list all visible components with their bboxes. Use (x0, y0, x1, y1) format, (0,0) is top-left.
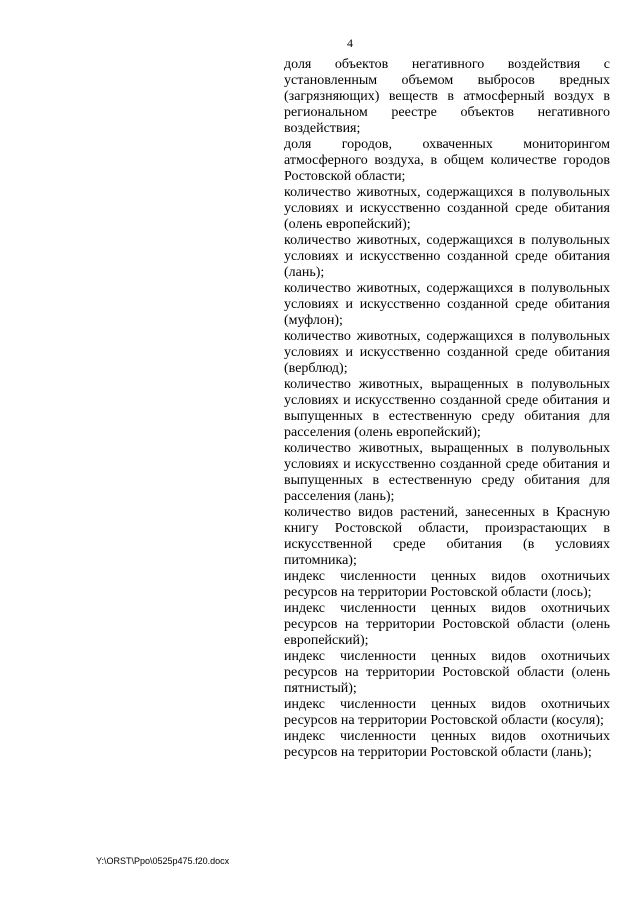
paragraph-1: доля объектов негативного воздействия с установленным объемом выбросов вредных (загрязняющих) веществ в атмосферный воздух в региональном реестре объектов негативного воздействия; (284, 57, 610, 136)
paragraph-9: количество видов растений, занесенных в Красную книгу Ростовской области, произрастающих в искусственной среде обитания (в условиях питомника); (284, 505, 610, 568)
paragraph-13: индекс численности ценных видов охотничьих ресурсов на территории Ростовской области (косуля); (284, 697, 610, 728)
paragraph-11: индекс численности ценных видов охотничьих ресурсов на территории Ростовской области (олень европейский); (284, 601, 610, 648)
paragraph-3: количество животных, содержащихся в полувольных условиях и искусственно созданной среде обитания (олень европейский); (284, 185, 610, 232)
footer-file-path: Y:\ORST\Ppo\0525p475.f20.docx (96, 856, 230, 866)
paragraph-5: количество животных, содержащихся в полувольных условиях и искусственно созданной среде обитания (муфлон); (284, 281, 610, 328)
paragraph-6: количество животных, содержащихся в полувольных условиях и искусственно созданной среде обитания (верблюд); (284, 329, 610, 376)
paragraph-4: количество животных, содержащихся в полувольных условиях и искусственно созданной среде обитания (лань); (284, 233, 610, 280)
paragraph-7: количество животных, выращенных в полувольных условиях и искусственно созданной среде обитания и выпущенных в естественную среду обитания для расселения (олень европейский); (284, 377, 610, 440)
paragraph-14: индекс численности ценных видов охотничьих ресурсов на территории Ростовской области (лань); (284, 729, 610, 760)
page-number: 4 (347, 36, 353, 50)
paragraph-8: количество животных, выращенных в полувольных условиях и искусственно созданной среде обитания и выпущенных в естественную среду обитания для расселения (лань); (284, 441, 610, 504)
paragraph-2: доля городов, охваченных мониторингом атмосферного воздуха, в общем количестве городов Ростовской области; (284, 137, 610, 184)
paragraph-10: индекс численности ценных видов охотничьих ресурсов на территории Ростовской области (лось); (284, 569, 610, 600)
document-text-column (284, 57, 610, 761)
paragraph-12: индекс численности ценных видов охотничьих ресурсов на территории Ростовской области (олень пятнистый); (284, 649, 610, 696)
